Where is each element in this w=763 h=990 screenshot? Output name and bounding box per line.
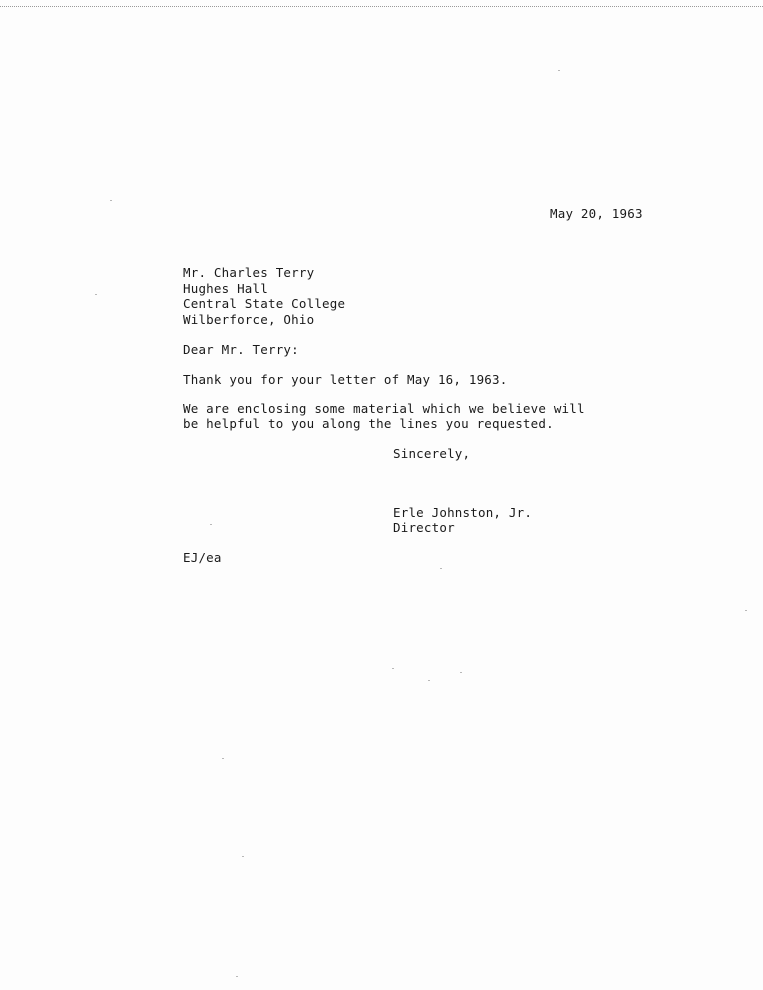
scan-speck: [428, 680, 430, 681]
scan-speck: [242, 856, 244, 857]
scan-speck: [95, 294, 97, 295]
body-line: We are enclosing some material which we believe will: [183, 401, 585, 416]
salutation: Dear Mr. Terry:: [183, 342, 299, 357]
recipient-address-line: Hughes Hall: [183, 281, 268, 296]
signer-name: Erle Johnston, Jr.: [393, 505, 533, 520]
scan-speck: [745, 610, 747, 611]
typist-initials: EJ/ea: [183, 550, 222, 565]
page-top-edge: [0, 0, 763, 7]
scan-speck: [110, 200, 112, 201]
scan-speck: [222, 758, 224, 759]
scan-speck: [392, 668, 394, 669]
recipient-address-line: Central State College: [183, 296, 346, 311]
recipient-address-line: Wilberforce, Ohio: [183, 312, 315, 327]
recipient-name: Mr. Charles Terry: [183, 265, 315, 280]
scan-speck: [440, 568, 442, 569]
scan-speck: [236, 976, 238, 977]
closing: Sincerely,: [393, 446, 471, 461]
body-line: be helpful to you along the lines you requested.: [183, 416, 554, 431]
scan-speck: [210, 524, 212, 525]
letter-date: May 20, 1963: [550, 206, 643, 221]
signer-title: Director: [393, 520, 455, 535]
body-paragraph: Thank you for your letter of May 16, 1963.: [183, 372, 508, 387]
scan-speck: [558, 70, 560, 71]
scan-speck: [460, 672, 462, 673]
